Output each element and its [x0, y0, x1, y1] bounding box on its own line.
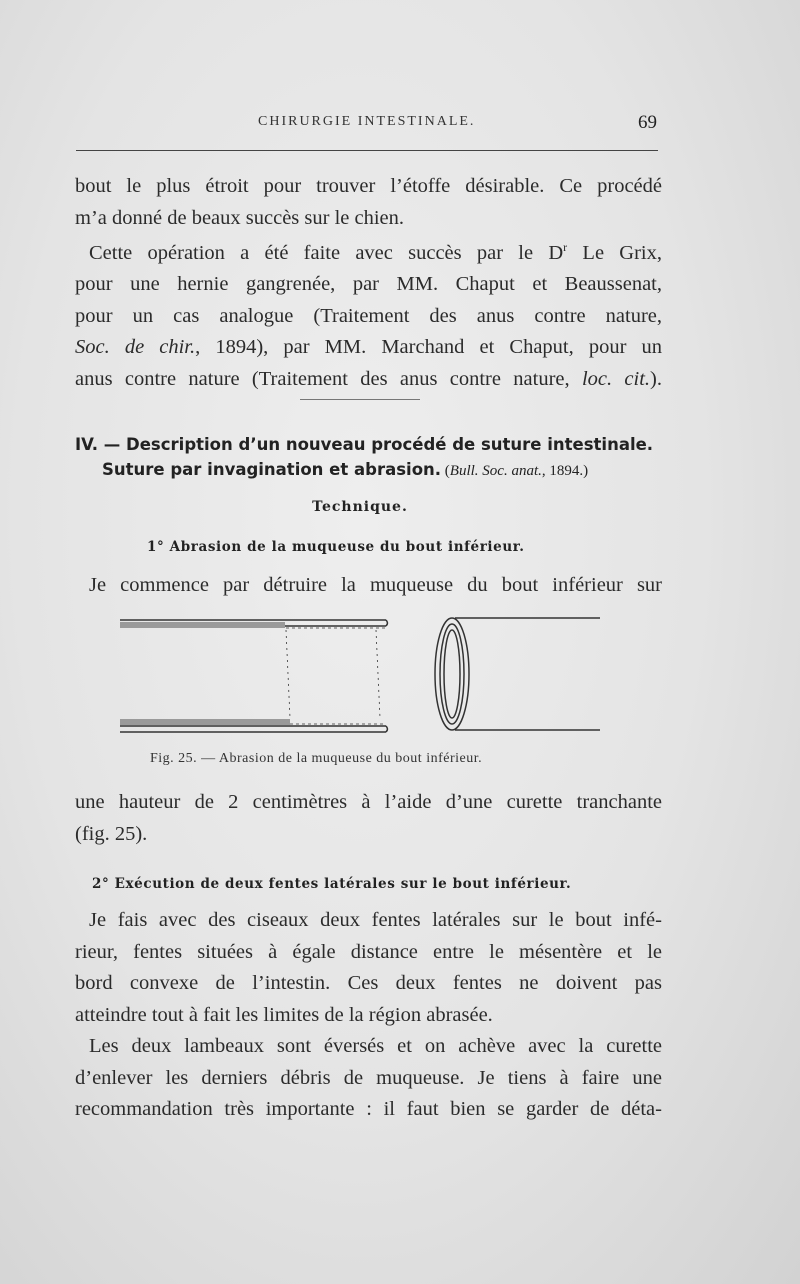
paragraph-3 — [75, 570, 662, 602]
figure-25-illustration — [100, 600, 640, 750]
text-line: rieur, fentes situées à égale distance entre le mésentère et le — [75, 940, 662, 963]
intestine-tube-view — [435, 618, 600, 730]
text-line: (fig. 25). — [75, 822, 148, 845]
step-1-heading: 1° Abrasion de la muqueuse du bout inférieur. — [147, 539, 525, 555]
text-line: bord convexe de l’intestin. Ces deux fentes ne doivent pas — [75, 972, 662, 994]
section-heading-line-1: IV. — Description d’un nouveau procédé de suture intestinale. — [75, 435, 654, 454]
paragraph-4 — [75, 787, 662, 850]
section-heading — [75, 432, 675, 484]
page-number: 69 — [638, 112, 657, 133]
journal-italic: Soc. de chir. — [75, 336, 196, 359]
reference-italic: Bull. Soc. anat. — [449, 463, 542, 479]
section-heading-line-2: Suture par invagination et abrasion. (Bull. Soc. anat., 1894.) — [102, 460, 589, 479]
running-head: CHIRURGIE INTESTINALE. — [258, 114, 476, 129]
text-line: m’a donné de beaux succès sur le chien. — [75, 206, 405, 229]
text-line: Je fais avec des ciseaux deux fentes latérales sur le bout infé- — [89, 909, 662, 931]
subheading-technique: Technique. — [312, 499, 408, 515]
paragraph-1 — [75, 171, 662, 234]
text-line: Les deux lambeaux sont éversés et on achève avec la curette — [89, 1035, 662, 1057]
text-line: bout le plus étroit pour trouver l’étoffe désirable. Ce procédé — [75, 175, 662, 197]
intestine-longitudinal-section — [120, 620, 388, 732]
paragraph-2 — [75, 232, 662, 395]
superscript: r — [563, 240, 568, 254]
text-line: anus contre nature (Traitement des anus contre nature, loc. cit.). — [75, 367, 662, 390]
loc-cit-italic: loc. cit. — [581, 367, 651, 390]
text-line: pour une hernie gangrenée, par MM. Chaput et Beaussenat, — [75, 273, 662, 296]
text-line: d’enlever les derniers débris de muqueuse. Je tiens à faire une — [75, 1066, 662, 1089]
text-line: pour un cas analogue (Traitement des anus contre nature, — [75, 304, 662, 327]
header-rule — [76, 150, 658, 151]
section-separator — [300, 399, 420, 400]
text-line: Je commence par détruire la muqueuse du bout inférieur sur — [89, 574, 662, 596]
text-line: recommandation très importante : il faut bien se garder de déta- — [75, 1098, 662, 1120]
text-line: Cette opération a été faite avec succès par le $D^r$ Le Grix, — [89, 240, 662, 264]
paragraph-5 — [75, 905, 662, 1126]
text-line: atteindre tout à fait les limites de la région abrasée. — [75, 1003, 493, 1026]
text-line: Soc. de chir., 1894), par MM. Marchand et Chaput, pour un — [75, 336, 663, 359]
figure-caption: Fig. 25. — Abrasion de la muqueuse du bout inférieur. — [150, 751, 483, 766]
step-2-heading: 2° Exécution de deux fentes latérales sur le bout inférieur. — [92, 876, 572, 892]
text-line: une hauteur de 2 centimètres à l’aide d’une curette tranchante — [75, 791, 662, 813]
